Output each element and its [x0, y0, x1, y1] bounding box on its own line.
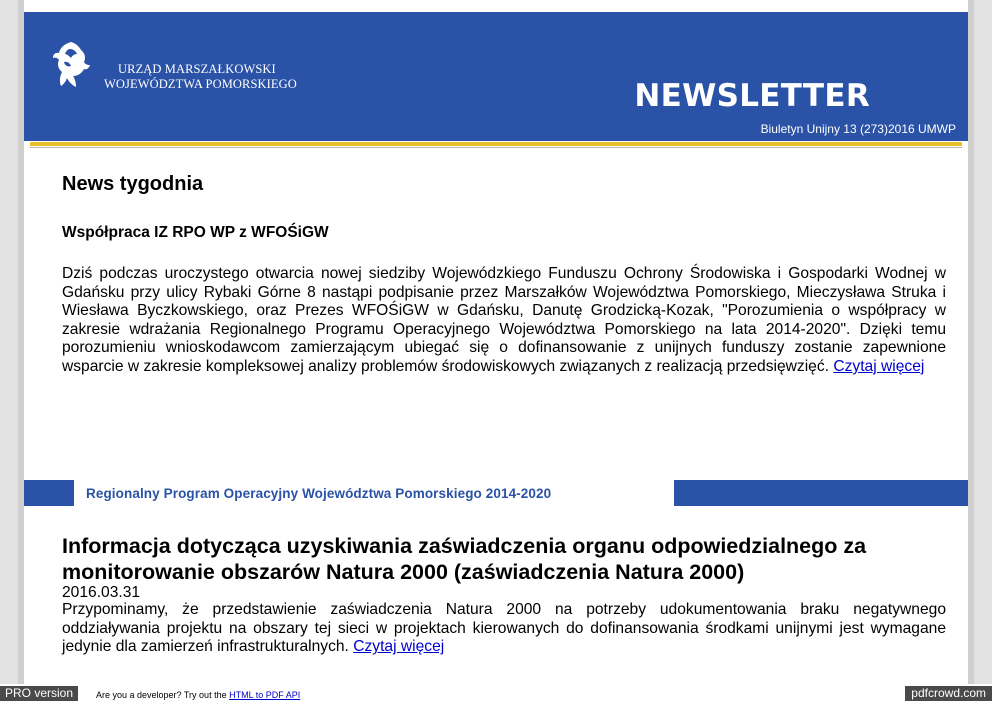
right-margin — [968, 0, 992, 684]
left-margin — [0, 0, 24, 684]
rpo-read-more-link[interactable]: Czytaj więcej — [353, 638, 445, 656]
org-line-1: URZĄD MARSZAŁKOWSKI — [118, 62, 276, 76]
rpo-body-text: Przypominamy, że przedstawienie zaświadczenia Natura 2000 na potrzeby udokumentowania braku negatywnego oddziaływania projektu na obszary tej sieci w projektach kierowanych do dofinansowania środkami unijnymi jest wymagane jedynie dla zamierzeń infrastrukturalnych. — [62, 601, 946, 656]
gold-divider — [30, 142, 962, 146]
rpo-section-tab — [74, 480, 674, 506]
developer-note — [96, 690, 300, 700]
pdfcrowd-brand[interactable]: pdfcrowd.com — [905, 686, 992, 701]
rpo-article-date: 2016.03.31 — [62, 584, 141, 601]
newsletter-header — [24, 12, 968, 141]
news-section-title: News tygodnia — [62, 173, 204, 195]
rpo-section-label: Regionalny Program Operacyjny Województwa Pomorskiego 2014-2020 — [86, 486, 552, 501]
organization-name — [104, 62, 297, 92]
newsletter-title: NEWSLETTER — [634, 78, 870, 114]
rpo-article-body — [62, 601, 946, 657]
news-article-title: Współpraca IZ RPO WP z WFOŚiGW — [62, 224, 329, 241]
news-body-text: Dziś podczas uroczystego otwarcia nowej siedziby Wojewódzkiego Funduszu Ochrony Środowiska i Gospodarki Wodnej w Gdańsku przy ulicy Rybaki Górne 8 nastąpi podpisanie przez Marszałków Województwa Pomorskiego, Mieczysława Struka i Wiesława Byczkowskiego, oraz Prezes WFOŚiGW w Gdańsku, Danutę Grodzicką-Kozak, "Porozumienia o współpracy w zakresie wdrażania Regionalnego Programu Operacyjnego Województwa Pomorskiego na lata 2014-2020". Dzięki temu porozumieniu wnioskodawcom zamierzającym ubiegać się o dofinansowanie z unijnych funduszy zostanie zapewnione wsparcie w zakresie kompleksowej analizy problemów środowiskowych związanych z realizacją przedsięwzięć. — [62, 265, 946, 375]
org-line-2: WOJEWÓDZTWA POMORSKIEGO — [104, 77, 297, 91]
news-article-body — [62, 265, 946, 377]
rpo-section-bar — [24, 480, 968, 506]
pdf-footer — [0, 684, 992, 704]
html-to-pdf-api-link[interactable]: HTML to PDF API — [229, 690, 301, 700]
griffin-coat-of-arms-icon — [50, 40, 92, 92]
bulletin-number: Biuletyn Unijny 13 (273)2016 UMWP — [760, 122, 956, 136]
rpo-article-title: Informacja dotycząca uzyskiwania zaświadczenia organu odpowiedzialnego za monitorowanie obszarów Natura 2000 (zaświadczenia Natura 2000) — [62, 534, 867, 584]
gray-divider — [30, 147, 962, 148]
news-read-more-link[interactable]: Czytaj więcej — [833, 357, 925, 375]
developer-note-text: Are you a developer? Try out the — [96, 690, 227, 700]
pro-version-badge[interactable]: PRO version — [0, 686, 78, 701]
